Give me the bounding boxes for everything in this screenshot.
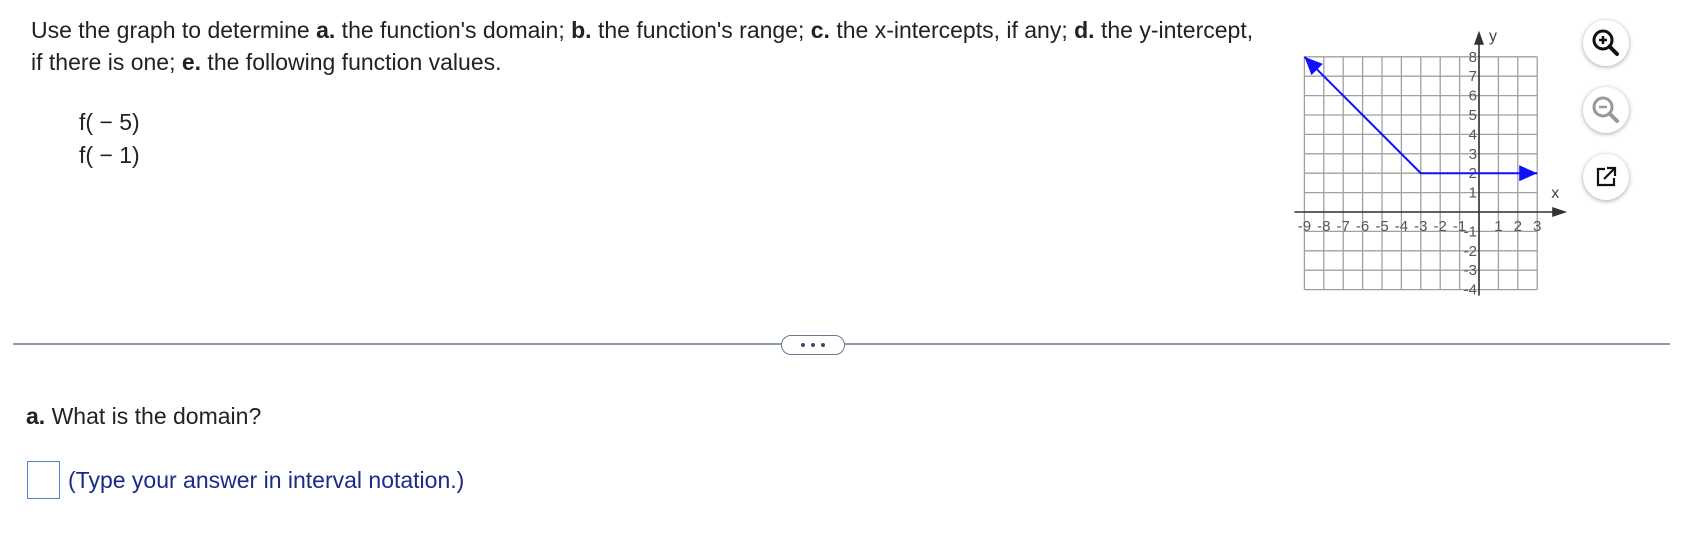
- x-tick-label: -1: [1452, 218, 1467, 235]
- part-a-question-text: What is the domain?: [45, 403, 262, 429]
- question-text-part: the following function values.: [201, 49, 502, 75]
- x-tick-label: 1: [1494, 218, 1503, 235]
- x-tick-label: 3: [1533, 218, 1542, 235]
- x-axis-arrow: [1552, 207, 1567, 217]
- zoom-out-button[interactable]: [1583, 87, 1629, 133]
- popout-icon: [1592, 163, 1620, 191]
- question-text-part: Use the graph to determine: [31, 17, 317, 43]
- question-text-part: the function's domain;: [335, 17, 572, 43]
- function-values-list: [79, 106, 140, 172]
- x-tick-label: -8: [1317, 218, 1331, 235]
- function-value-item: f( − 1): [79, 142, 140, 168]
- y-axis-label: y: [1489, 27, 1497, 45]
- x-tick-label: -5: [1375, 218, 1389, 235]
- function-graph: [1285, 18, 1590, 298]
- y-tick-label: 4: [1468, 126, 1477, 144]
- y-tick-label: 8: [1468, 48, 1477, 66]
- zoom-out-icon: [1590, 94, 1622, 126]
- domain-answer-input[interactable]: [27, 461, 60, 499]
- function-arrow-right: [1519, 165, 1537, 181]
- answer-row: [27, 461, 464, 499]
- expand-more-button[interactable]: [781, 335, 845, 355]
- zoom-in-button[interactable]: [1583, 20, 1629, 66]
- y-tick-label: -1: [1463, 223, 1477, 241]
- dot-icon: [811, 343, 815, 347]
- y-tick-label: -2: [1463, 242, 1477, 260]
- answer-hint: (Type your answer in interval notation.): [68, 466, 465, 493]
- part-e-marker: e.: [181, 49, 202, 75]
- part-c-marker: c.: [810, 17, 830, 43]
- y-tick-label: 2: [1468, 165, 1477, 183]
- dot-icon: [801, 343, 805, 347]
- question-text-part: the x-intercepts, if any;: [829, 17, 1075, 43]
- x-tick-label: -7: [1336, 218, 1350, 235]
- part-a-label: a.: [26, 403, 46, 429]
- x-tick-label: -3: [1414, 218, 1428, 235]
- question-text-part: the y-intercept, if there is one;: [31, 17, 1254, 75]
- part-a-question: [26, 400, 261, 432]
- zoom-in-icon: [1590, 27, 1622, 59]
- x-tick-label: -4: [1394, 218, 1409, 235]
- question-text-part: the function's range;: [591, 17, 811, 43]
- function-value-item: f( − 5): [79, 109, 140, 135]
- y-tick-label: 3: [1468, 145, 1477, 163]
- popout-button[interactable]: [1583, 154, 1629, 200]
- question-text: [31, 14, 1261, 78]
- y-tick-label: 7: [1468, 68, 1477, 86]
- x-axis-label: x: [1551, 185, 1560, 202]
- y-tick-label: 5: [1468, 107, 1477, 124]
- y-tick-label: -3: [1463, 262, 1477, 280]
- x-tick-label: -2: [1433, 218, 1447, 235]
- x-tick-label: 2: [1513, 218, 1522, 235]
- part-d-marker: d.: [1074, 17, 1095, 43]
- part-b-marker: b.: [571, 17, 592, 43]
- x-tick-label: -9: [1297, 218, 1312, 235]
- x-tick-label: -6: [1355, 218, 1370, 235]
- y-axis-arrow: [1474, 31, 1484, 45]
- dot-icon: [821, 343, 825, 347]
- part-a-marker: a.: [316, 17, 336, 43]
- y-tick-label: 6: [1468, 87, 1477, 105]
- y-tick-label: 1: [1468, 184, 1477, 202]
- y-tick-label: -4: [1463, 281, 1477, 298]
